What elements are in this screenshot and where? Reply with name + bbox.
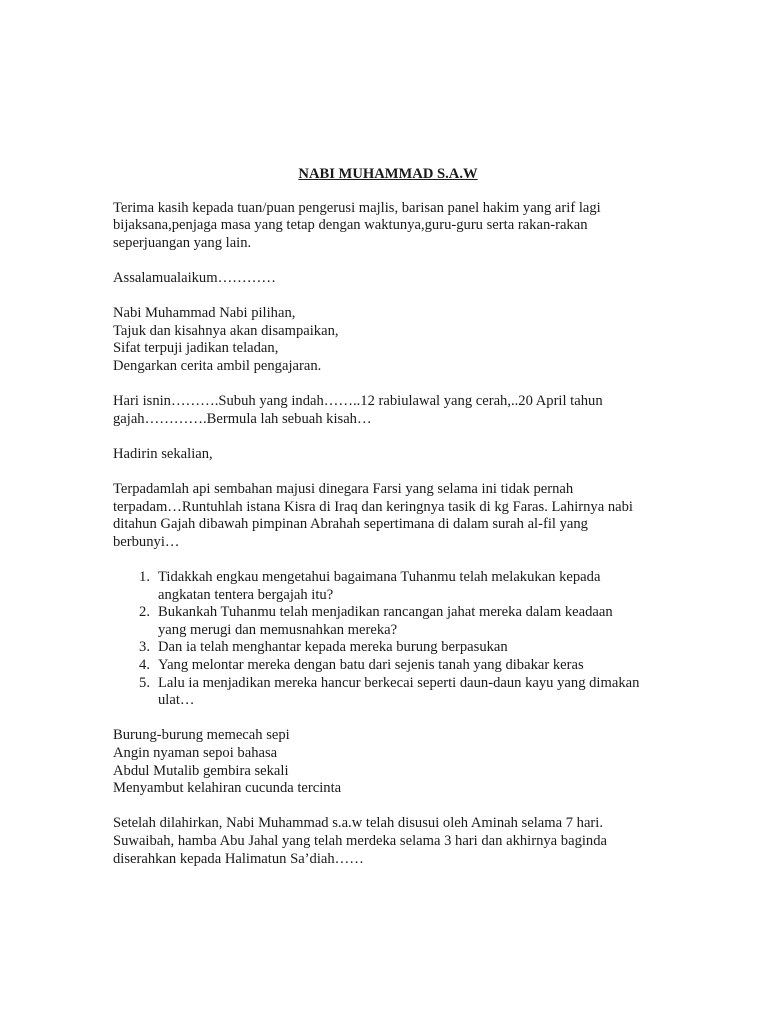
- list-item: [139, 657, 673, 675]
- intro-line: Terima kasih kepada tuan/puan pengerusi majlis, barisan panel hakim yang arif lagi: [113, 199, 601, 216]
- list-item: [139, 674, 673, 710]
- closing-line: Suwaibah, hamba Abu Jahal yang telah merdeka selama 3 hari dan akhirnya baginda: [113, 832, 607, 849]
- list-item-text: Yang melontar mereka dengan batu dari sejenis tanah yang dibakar keras: [158, 657, 584, 674]
- story-line: berbunyi…: [113, 533, 180, 550]
- story-line: terpadam…Runtuhlah istana Kisra di Iraq dan keringnya tasik di kg Faras. Lahirnya nabi: [113, 498, 633, 515]
- list-item-text: Bukankah Tuhanmu telah menjadikan rancangan jahat mereka dalam keadaan: [158, 604, 613, 621]
- address-line: Hadirin sekalian,: [113, 445, 213, 462]
- poem-line: Dengarkan cerita ambil pengajaran.: [113, 357, 322, 374]
- list-item-text: Dan ia telah menghantar kepada mereka burung berpasukan: [158, 639, 508, 656]
- list-number: 5.: [139, 674, 150, 691]
- birth-line: gajah………….Bermula lah sebuah kisah…: [113, 410, 372, 427]
- poem-line: Sifat terpuji jadikan teladan,: [113, 340, 279, 357]
- birth-paragraph: [113, 393, 673, 428]
- intro-paragraph: [113, 200, 673, 253]
- poem-line: Angin nyaman sepoi bahasa: [113, 745, 278, 761]
- closing-line: Setelah dilahirkan, Nabi Muhammad s.a.w telah disusui oleh Aminah selama 7 hari.: [113, 815, 603, 832]
- poem-birth: [113, 727, 673, 797]
- poem-line: Tajuk dan kisahnya akan disampaikan,: [113, 322, 339, 339]
- list-item: [139, 639, 673, 657]
- birth-line: Hari isnin……….Subuh yang indah……..12 rabiulawal yang cerah,..20 April tahun: [113, 393, 603, 410]
- intro-line: bijaksana,penjaga masa yang tetap dengan waktunya,guru-guru serta rakan-rakan: [113, 217, 588, 234]
- poem-opening: [113, 305, 673, 375]
- list-number: 3.: [139, 639, 150, 656]
- closing-line: diserahkan kepada Halimatun Sa’diah……: [113, 850, 364, 867]
- poem-line: Abdul Mutalib gembira sekali: [113, 762, 289, 779]
- list-item-text: ulat…: [158, 692, 195, 709]
- list-item-text: Lalu ia menjadikan mereka hancur berkecai seperti daun-daun kayu yang dimakan: [158, 674, 640, 691]
- list-item: [139, 604, 673, 639]
- closing-paragraph: [113, 815, 673, 868]
- poem-line: Nabi Muhammad Nabi pilihan,: [113, 305, 296, 322]
- poem-line: Burung-burung memecah sepi: [113, 727, 290, 744]
- story-line: Terpadamlah api sembahan majusi dinegara Farsi yang selama ini tidak pernah: [113, 481, 574, 498]
- list-number: 2.: [139, 604, 150, 621]
- list-number: 1.: [139, 569, 150, 586]
- story-paragraph: [113, 481, 673, 551]
- document-page: [113, 166, 673, 886]
- list-item-text: Tidakkah engkau mengetahui bagaimana Tuhanmu telah melakukan kepada: [158, 569, 601, 586]
- document-title: NABI MUHAMMAD S.A.W: [298, 166, 478, 182]
- list-number: 4.: [139, 657, 150, 674]
- verse-list: [113, 569, 673, 710]
- list-item-text: angkatan tentera bergajah itu?: [158, 586, 334, 603]
- list-item-text: yang merugi dan memusnahkan mereka?: [158, 621, 398, 638]
- list-item: [139, 569, 673, 604]
- greeting: Assalamualaikum…………: [113, 269, 276, 286]
- story-line: ditahun Gajah dibawah pimpinan Abrahah sepertimana di dalam surah al-fil yang: [113, 516, 588, 533]
- poem-line: Menyambut kelahiran cucunda tercinta: [113, 780, 342, 797]
- intro-line: seperjuangan yang lain.: [113, 234, 252, 251]
